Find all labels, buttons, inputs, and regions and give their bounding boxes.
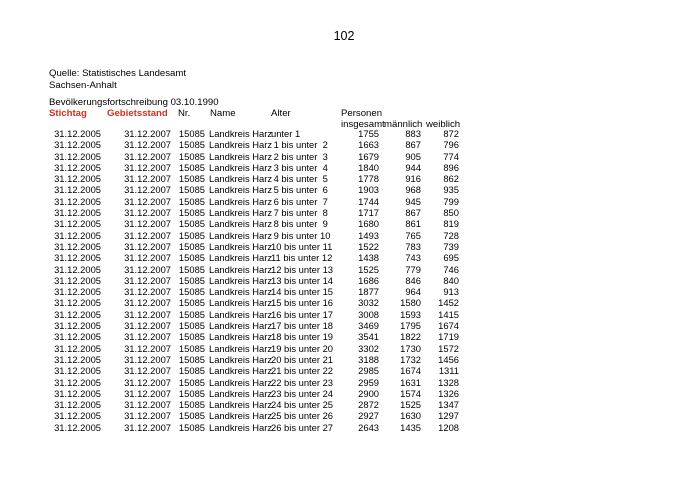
cell-alter: 6 bis unter 7 [271, 195, 328, 207]
cell-gebietsstand: 31.12.2007 [124, 195, 171, 207]
cell-maennlich: 1574 [400, 387, 421, 399]
table-row [0, 320, 700, 331]
cell-name: Landkreis Harz [209, 252, 273, 264]
cell-name: Landkreis Harz [209, 387, 273, 399]
cell-alter: 23 bis unter 24 [271, 387, 334, 399]
cell-insgesamt: 1438 [358, 252, 379, 264]
cell-name: Landkreis Harz [209, 128, 273, 139]
cell-gebietsstand: 31.12.2007 [124, 128, 171, 139]
cell-gebietsstand: 31.12.2007 [124, 173, 171, 185]
cell-gebietsstand: 31.12.2007 [124, 184, 171, 196]
cell-alter: 8 bis unter 9 [271, 218, 328, 230]
cell-weiblich: 1719 [438, 331, 459, 343]
cell-nr: 15085 [178, 342, 205, 354]
cell-gebietsstand: 31.12.2007 [124, 376, 171, 388]
cell-weiblich: 1456 [438, 353, 459, 365]
cell-stichtag: 31.12.2005 [54, 173, 101, 185]
table-row [0, 139, 700, 150]
cell-name: Landkreis Harz [209, 229, 273, 241]
cell-alter: 18 bis unter 19 [271, 331, 334, 343]
cell-alter: 7 bis unter 8 [271, 207, 328, 219]
table-row [0, 410, 700, 421]
table-row [0, 151, 700, 162]
cell-nr: 15085 [178, 297, 205, 309]
header-nr: Nr. [178, 108, 191, 119]
cell-stichtag: 31.12.2005 [54, 252, 101, 264]
cell-weiblich: 1674 [438, 320, 459, 332]
cell-maennlich: 945 [405, 195, 421, 207]
cell-name: Landkreis Harz [209, 353, 273, 365]
cell-stichtag: 31.12.2005 [54, 240, 101, 252]
cell-alter: 25 bis unter 26 [271, 410, 334, 422]
cell-name: Landkreis Harz [209, 410, 273, 422]
cell-nr: 15085 [178, 410, 205, 422]
cell-nr: 15085 [178, 399, 205, 411]
cell-maennlich: 743 [405, 252, 421, 264]
cell-weiblich: 739 [443, 240, 459, 252]
cell-nr: 15085 [178, 252, 205, 264]
cell-name: Landkreis Harz [209, 263, 273, 275]
cell-gebietsstand: 31.12.2007 [124, 297, 171, 309]
cell-gebietsstand: 31.12.2007 [124, 320, 171, 332]
cell-gebietsstand: 31.12.2007 [124, 207, 171, 219]
cell-stichtag: 31.12.2005 [54, 308, 101, 320]
table-row [0, 241, 700, 252]
table-row [0, 218, 700, 229]
cell-stichtag: 31.12.2005 [54, 263, 101, 275]
table-row [0, 286, 700, 297]
cell-name: Landkreis Harz [209, 308, 273, 320]
table-row [0, 331, 700, 342]
cell-weiblich: 1326 [438, 387, 459, 399]
cell-maennlich: 1630 [400, 410, 421, 422]
cell-name: Landkreis Harz [209, 376, 273, 388]
cell-name: Landkreis Harz [209, 342, 273, 354]
cell-alter: 11 bis unter 12 [271, 252, 333, 264]
cell-nr: 15085 [178, 161, 205, 173]
cell-nr: 15085 [178, 195, 205, 207]
cell-insgesamt: 1778 [358, 173, 379, 185]
table-row [0, 365, 700, 376]
cell-maennlich: 1580 [400, 297, 421, 309]
cell-alter: 9 bis unter 10 [271, 229, 331, 241]
cell-maennlich: 1435 [400, 421, 421, 433]
cell-weiblich: 1347 [438, 399, 459, 411]
cell-insgesamt: 1493 [358, 229, 379, 241]
cell-maennlich: 1795 [400, 320, 421, 332]
cell-stichtag: 31.12.2005 [54, 218, 101, 230]
cell-stichtag: 31.12.2005 [54, 320, 101, 332]
cell-weiblich: 862 [443, 173, 459, 185]
cell-gebietsstand: 31.12.2007 [124, 240, 171, 252]
table-row [0, 399, 700, 410]
cell-weiblich: 774 [443, 150, 459, 162]
cell-maennlich: 765 [405, 229, 421, 241]
cell-insgesamt: 3008 [358, 308, 379, 320]
cell-gebietsstand: 31.12.2007 [124, 421, 171, 433]
cell-gebietsstand: 31.12.2007 [124, 274, 171, 286]
cell-stichtag: 31.12.2005 [54, 128, 101, 139]
cell-nr: 15085 [178, 218, 205, 230]
header-insgesamt: insgesamt [341, 119, 385, 130]
cell-name: Landkreis Harz [209, 184, 273, 196]
cell-insgesamt: 1525 [358, 263, 379, 275]
cell-name: Landkreis Harz [209, 421, 273, 433]
cell-alter: 20 bis unter 21 [271, 353, 334, 365]
cell-maennlich: 944 [405, 161, 421, 173]
cell-maennlich: 867 [405, 139, 421, 151]
cell-name: Landkreis Harz [209, 365, 273, 377]
cell-nr: 15085 [178, 376, 205, 388]
cell-insgesamt: 2927 [358, 410, 379, 422]
table-row [0, 196, 700, 207]
cell-stichtag: 31.12.2005 [54, 207, 101, 219]
table-row [0, 343, 700, 354]
cell-stichtag: 31.12.2005 [54, 150, 101, 162]
cell-insgesamt: 3032 [358, 297, 379, 309]
cell-weiblich: 819 [443, 218, 459, 230]
cell-name: Landkreis Harz [209, 399, 273, 411]
cell-stichtag: 31.12.2005 [54, 342, 101, 354]
cell-maennlich: 779 [405, 263, 421, 275]
cell-stichtag: 31.12.2005 [54, 387, 101, 399]
cell-gebietsstand: 31.12.2007 [124, 308, 171, 320]
cell-nr: 15085 [178, 139, 205, 151]
cell-insgesamt: 1717 [358, 207, 379, 219]
cell-insgesamt: 1680 [358, 218, 379, 230]
cell-stichtag: 31.12.2005 [54, 195, 101, 207]
table-row [0, 388, 700, 399]
cell-alter: 14 bis unter 15 [271, 286, 334, 298]
cell-weiblich: 796 [443, 139, 459, 151]
cell-alter: 19 bis unter 20 [271, 342, 334, 354]
cell-gebietsstand: 31.12.2007 [124, 399, 171, 411]
cell-insgesamt: 1679 [358, 150, 379, 162]
cell-insgesamt: 2959 [358, 376, 379, 388]
table-row [0, 377, 700, 388]
cell-weiblich: 728 [443, 229, 459, 241]
cell-nr: 15085 [178, 184, 205, 196]
cell-stichtag: 31.12.2005 [54, 297, 101, 309]
cell-gebietsstand: 31.12.2007 [124, 353, 171, 365]
cell-weiblich: 872 [443, 128, 459, 139]
cell-nr: 15085 [178, 173, 205, 185]
cell-gebietsstand: 31.12.2007 [124, 342, 171, 354]
cell-insgesamt: 2643 [358, 421, 379, 433]
cell-stichtag: 31.12.2005 [54, 331, 101, 343]
table-row [0, 230, 700, 241]
cell-nr: 15085 [178, 229, 205, 241]
cell-maennlich: 1525 [400, 399, 421, 411]
cell-nr: 15085 [178, 150, 205, 162]
cell-gebietsstand: 31.12.2007 [124, 263, 171, 275]
table-row [0, 422, 700, 433]
cell-gebietsstand: 31.12.2007 [124, 229, 171, 241]
cell-name: Landkreis Harz [209, 274, 273, 286]
cell-insgesamt: 1903 [358, 184, 379, 196]
cell-weiblich: 913 [443, 286, 459, 298]
source-line-2: Sachsen-Anhalt [49, 80, 117, 91]
cell-alter: 5 bis unter 6 [271, 184, 328, 196]
cell-name: Landkreis Harz [209, 331, 273, 343]
cell-name: Landkreis Harz [209, 320, 273, 332]
cell-weiblich: 1415 [438, 308, 459, 320]
table-title: Bevölkerungsfortschreibung 03.10.1990 [49, 97, 219, 108]
cell-stichtag: 31.12.2005 [54, 274, 101, 286]
cell-alter: 17 bis unter 18 [271, 320, 334, 332]
cell-maennlich: 883 [405, 128, 421, 139]
header-name: Name [210, 108, 236, 119]
cell-maennlich: 1631 [400, 376, 421, 388]
cell-maennlich: 968 [405, 184, 421, 196]
table-row [0, 354, 700, 365]
cell-insgesamt: 2872 [358, 399, 379, 411]
cell-nr: 15085 [178, 286, 205, 298]
cell-nr: 15085 [178, 365, 205, 377]
table-row [0, 128, 700, 139]
table-row [0, 309, 700, 320]
cell-maennlich: 916 [405, 173, 421, 185]
cell-nr: 15085 [178, 240, 205, 252]
table-row [0, 162, 700, 173]
cell-name: Landkreis Harz [209, 240, 273, 252]
cell-maennlich: 1822 [400, 331, 421, 343]
cell-weiblich: 1328 [438, 376, 459, 388]
cell-name: Landkreis Harz [209, 207, 273, 219]
cell-gebietsstand: 31.12.2007 [124, 218, 171, 230]
cell-stichtag: 31.12.2005 [54, 184, 101, 196]
cell-weiblich: 840 [443, 274, 459, 286]
cell-name: Landkreis Harz [209, 195, 273, 207]
table-row [0, 264, 700, 275]
cell-alter: 1 bis unter 2 [271, 139, 328, 151]
cell-gebietsstand: 31.12.2007 [124, 387, 171, 399]
header-weiblich: weiblich [426, 119, 461, 130]
cell-name: Landkreis Harz [209, 297, 273, 309]
cell-stichtag: 31.12.2005 [54, 229, 101, 241]
cell-insgesamt: 1663 [358, 139, 379, 151]
cell-nr: 15085 [178, 263, 205, 275]
cell-nr: 15085 [178, 207, 205, 219]
cell-gebietsstand: 31.12.2007 [124, 161, 171, 173]
table-row [0, 173, 700, 184]
table-row [0, 297, 700, 308]
cell-alter: 21 bis unter 22 [271, 365, 334, 377]
cell-alter: 2 bis unter 3 [271, 150, 328, 162]
cell-nr: 15085 [178, 308, 205, 320]
cell-insgesamt: 1686 [358, 274, 379, 286]
cell-alter: 24 bis unter 25 [271, 399, 334, 411]
cell-maennlich: 905 [405, 150, 421, 162]
cell-name: Landkreis Harz [209, 218, 273, 230]
table-row [0, 184, 700, 195]
cell-insgesamt: 3469 [358, 320, 379, 332]
cell-weiblich: 746 [443, 263, 459, 275]
cell-maennlich: 1730 [400, 342, 421, 354]
cell-alter: 12 bis unter 13 [271, 263, 334, 275]
cell-insgesamt: 2900 [358, 387, 379, 399]
cell-maennlich: 846 [405, 274, 421, 286]
cell-insgesamt: 1877 [358, 286, 379, 298]
cell-gebietsstand: 31.12.2007 [124, 139, 171, 151]
data-table [0, 128, 700, 433]
cell-gebietsstand: 31.12.2007 [124, 286, 171, 298]
header-gebietsstand: Gebietsstand [107, 108, 168, 119]
cell-nr: 15085 [178, 320, 205, 332]
page-number: 102 [333, 29, 355, 43]
cell-weiblich: 1311 [438, 365, 459, 377]
cell-stichtag: 31.12.2005 [54, 410, 101, 422]
header-alter: Alter [271, 108, 291, 119]
cell-nr: 15085 [178, 353, 205, 365]
cell-alter: 10 bis unter 11 [271, 240, 333, 252]
cell-weiblich: 896 [443, 161, 459, 173]
cell-maennlich: 861 [405, 218, 421, 230]
cell-insgesamt: 3541 [358, 331, 379, 343]
cell-alter: 26 bis unter 27 [271, 421, 334, 433]
table-row [0, 252, 700, 263]
cell-name: Landkreis Harz [209, 161, 273, 173]
cell-alter: unter 1 [271, 128, 301, 139]
cell-alter: 4 bis unter 5 [271, 173, 328, 185]
table-row [0, 207, 700, 218]
cell-insgesamt: 1755 [358, 128, 379, 139]
cell-name: Landkreis Harz [209, 173, 273, 185]
cell-stichtag: 31.12.2005 [54, 161, 101, 173]
cell-gebietsstand: 31.12.2007 [124, 365, 171, 377]
cell-insgesamt: 3302 [358, 342, 379, 354]
cell-maennlich: 1674 [400, 365, 421, 377]
cell-maennlich: 1593 [400, 308, 421, 320]
cell-nr: 15085 [178, 421, 205, 433]
header-stichtag: Stichtag [49, 108, 87, 119]
cell-stichtag: 31.12.2005 [54, 365, 101, 377]
cell-weiblich: 935 [443, 184, 459, 196]
cell-stichtag: 31.12.2005 [54, 286, 101, 298]
cell-insgesamt: 1744 [358, 195, 379, 207]
cell-weiblich: 1572 [438, 342, 459, 354]
cell-maennlich: 867 [405, 207, 421, 219]
cell-nr: 15085 [178, 331, 205, 343]
cell-nr: 15085 [178, 274, 205, 286]
cell-stichtag: 31.12.2005 [54, 139, 101, 151]
cell-stichtag: 31.12.2005 [54, 353, 101, 365]
cell-gebietsstand: 31.12.2007 [124, 252, 171, 264]
cell-weiblich: 850 [443, 207, 459, 219]
cell-alter: 15 bis unter 16 [271, 297, 334, 309]
cell-maennlich: 964 [405, 286, 421, 298]
cell-maennlich: 783 [405, 240, 421, 252]
cell-stichtag: 31.12.2005 [54, 376, 101, 388]
cell-insgesamt: 1522 [358, 240, 379, 252]
cell-nr: 15085 [178, 387, 205, 399]
cell-weiblich: 1208 [438, 421, 459, 433]
cell-alter: 16 bis unter 17 [271, 308, 334, 320]
cell-name: Landkreis Harz [209, 139, 273, 151]
cell-insgesamt: 3188 [358, 353, 379, 365]
cell-weiblich: 695 [443, 252, 459, 264]
cell-stichtag: 31.12.2005 [54, 421, 101, 433]
cell-maennlich: 1732 [400, 353, 421, 365]
source-line-1: Quelle: Statistisches Landesamt [49, 68, 187, 79]
table-row [0, 275, 700, 286]
cell-gebietsstand: 31.12.2007 [124, 150, 171, 162]
header-personen: Personen [341, 108, 383, 119]
cell-gebietsstand: 31.12.2007 [124, 331, 171, 343]
cell-weiblich: 1452 [438, 297, 459, 309]
cell-stichtag: 31.12.2005 [54, 399, 101, 411]
cell-alter: 3 bis unter 4 [271, 161, 328, 173]
cell-insgesamt: 2985 [358, 365, 379, 377]
cell-nr: 15085 [178, 128, 205, 139]
cell-name: Landkreis Harz [209, 286, 273, 298]
cell-gebietsstand: 31.12.2007 [124, 410, 171, 422]
cell-alter: 13 bis unter 14 [271, 274, 334, 286]
cell-weiblich: 799 [443, 195, 459, 207]
cell-insgesamt: 1840 [358, 161, 379, 173]
cell-weiblich: 1297 [438, 410, 459, 422]
header-maennlich: männlich [384, 119, 423, 130]
cell-alter: 22 bis unter 23 [271, 376, 334, 388]
cell-name: Landkreis Harz [209, 150, 273, 162]
